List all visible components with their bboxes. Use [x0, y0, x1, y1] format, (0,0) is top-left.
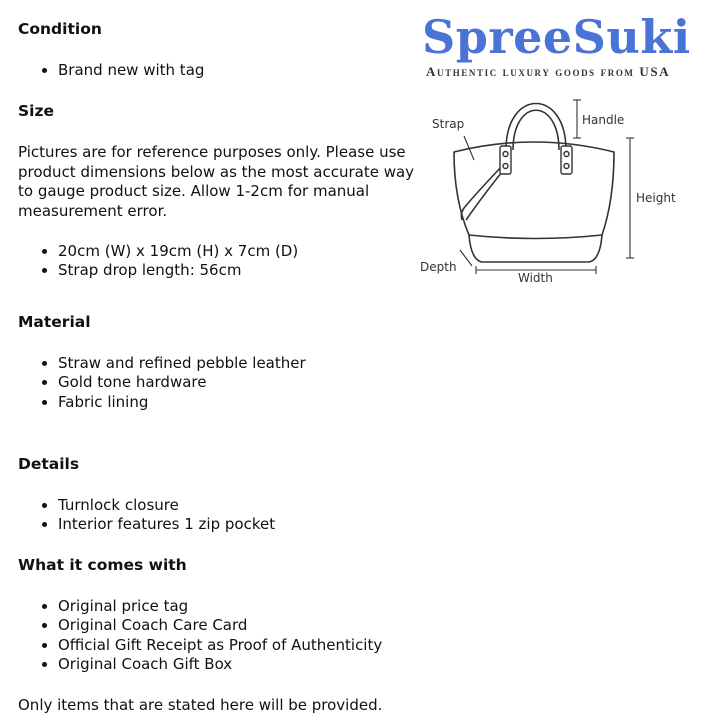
details-heading: Details — [18, 455, 80, 473]
list-item: • Turnlock closure — [58, 496, 275, 515]
list-item: • Original price tag — [58, 597, 382, 616]
list-item: • Fabric lining — [58, 393, 306, 412]
bag-outline-icon — [454, 104, 614, 263]
details-list — [28, 496, 275, 535]
height-label: Height — [636, 191, 676, 205]
list-item: • Gold tone hardware — [58, 373, 306, 392]
list-item: • Official Gift Receipt as Proof of Authenticity — [58, 636, 382, 655]
brand-tagline: Authentic luxury goods from USA — [426, 64, 671, 79]
comes-with-heading: What it comes with — [18, 556, 187, 574]
strap-label: Strap — [432, 117, 465, 131]
comes-with-list — [28, 597, 382, 674]
material-heading: Material — [18, 313, 91, 331]
hardware-icon — [500, 146, 572, 174]
size-list — [28, 242, 298, 281]
list-item: • Straw and refined pebble leather — [58, 354, 306, 373]
footer-note: Only items that are stated here will be provided. — [18, 696, 383, 714]
brand-logo — [422, 10, 718, 80]
size-heading: Size — [18, 102, 55, 120]
handle-label: Handle — [582, 113, 625, 127]
list-item: • Brand new with tag — [58, 61, 204, 80]
size-note: Pictures are for reference purposes only. Please use product dimensions below as the most accurate way to gauge product size. Allow 1-2cm for manual measurement error. — [18, 143, 415, 220]
brand-name: SpreeSuki — [422, 10, 691, 64]
list-item: • Interior features 1 zip pocket — [58, 515, 275, 534]
list-item: • 20cm (W) x 19cm (H) x 7cm (D) — [58, 242, 298, 261]
material-list — [28, 354, 306, 412]
condition-heading: Condition — [18, 20, 102, 38]
width-label: Width — [518, 271, 553, 285]
depth-label: Depth — [420, 260, 457, 274]
list-item: • Original Coach Care Card — [58, 616, 382, 635]
bag-dimension-diagram — [414, 90, 714, 290]
list-item: • Strap drop length: 56cm — [58, 261, 298, 280]
list-item: • Original Coach Gift Box — [58, 655, 382, 674]
condition-list — [28, 61, 204, 80]
